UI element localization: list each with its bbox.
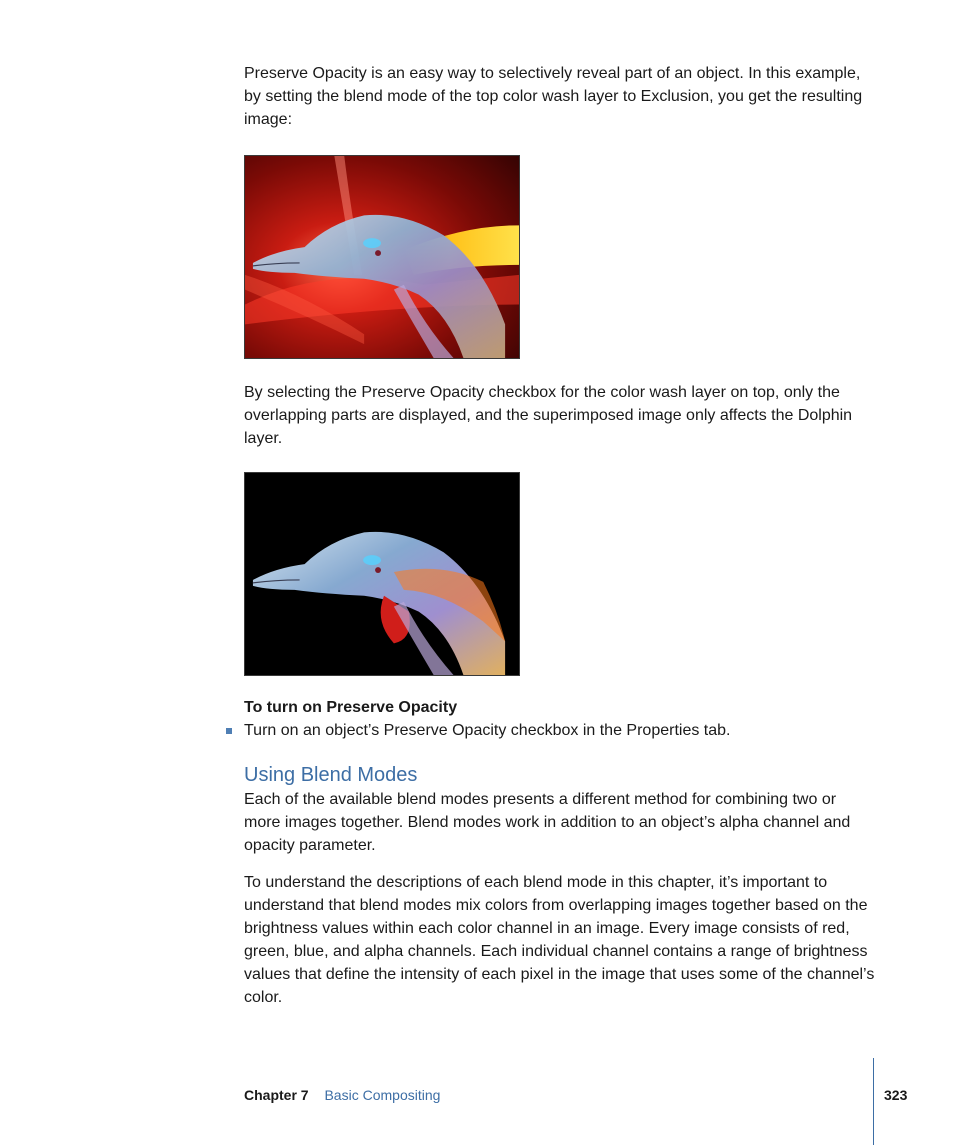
preserve-opacity-paragraph: By selecting the Preserve Opacity checkbox for the color wash layer on top, only the overlapping parts are displayed, and the superimposed image only affects the Dolphin layer. <box>244 384 853 447</box>
blend-modes-detail-paragraph: To understand the descriptions of each blend mode in this chapter, it’s important to understand that blend modes mix colors from overlapping images together based on the brightness values within each color channel in an image. Every image consists of red, green, blue, and alpha channels. Each individual channel contains a range of brightness values that define the intensity of each pixel in the image that uses some of the channel’s color. <box>244 874 875 1006</box>
preserve-opacity-image <box>244 472 520 676</box>
task-heading: To turn on Preserve Opacity <box>244 699 458 716</box>
page-number: 323 <box>884 1087 908 1103</box>
intro-paragraph: Preserve Opacity is an easy way to selectively reveal part of an object. In this example, by setting the blend mode of the top color wash layer to Exclusion, you get the resulting image: <box>244 65 863 128</box>
blend-modes-intro-paragraph: Each of the available blend modes presents a different method for combining two or more images together. Blend modes work in addition to an object’s alpha channel and opacity parameter. <box>244 791 851 854</box>
page-content <box>244 62 876 1009</box>
footer-chapter-title-link[interactable]: Basic Compositing <box>324 1087 441 1103</box>
footer-chapter: Chapter 7 <box>244 1087 309 1103</box>
list-item-text: Turn on an object’s Preserve Opacity checkbox in the Properties tab. <box>244 722 731 739</box>
page-footer <box>244 1086 440 1104</box>
footer-divider <box>873 1058 874 1145</box>
section-heading: Using Blend Modes <box>244 764 418 786</box>
exclusion-blend-image <box>244 155 520 359</box>
bullet-square-icon <box>226 728 232 734</box>
list-item <box>244 719 876 742</box>
